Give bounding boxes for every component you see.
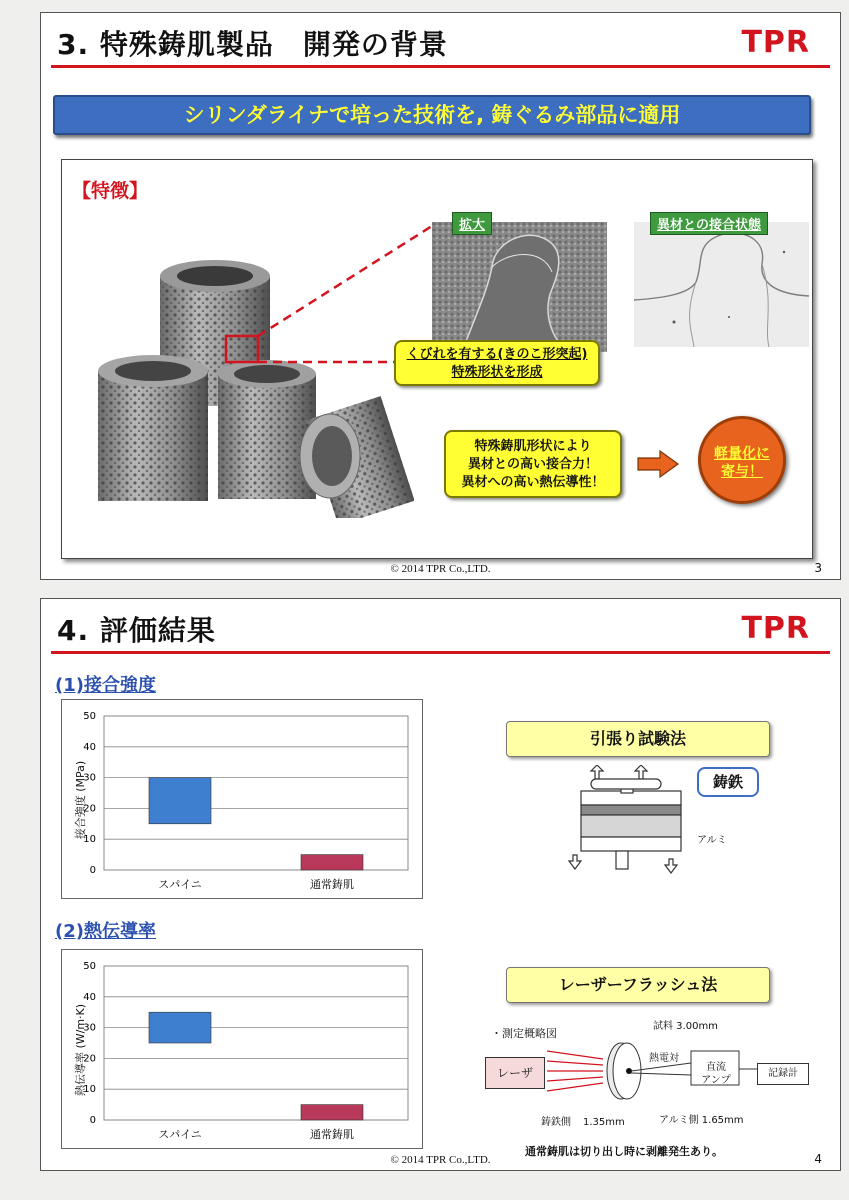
x-tick-label: 通常鋳肌 [310,878,354,891]
page-number: 4 [814,1152,822,1166]
thermal-conductivity-chart [61,949,423,1149]
arrow-right-icon [636,450,680,478]
thermal-conductivity-chart-svg [62,950,424,1150]
tpr-logo: TPR [741,611,810,646]
sample-label: 試料 3.00mm [653,1021,718,1032]
title-underline [51,65,830,68]
bar [301,1105,363,1120]
section-bond-strength: (1)接合強度 [55,675,156,696]
cast-side-label: 鋳鉄側 [541,1117,571,1128]
benefit-line-1: 特殊鋳肌形状により [474,439,592,454]
thermocouple-label: 熱電対 [649,1053,679,1064]
y-tick-label: 50 [83,961,96,972]
bond-photo [634,222,809,347]
y-tick-label: 0 [89,865,96,876]
slide-title: 3. 特殊鋳肌製品 開発の背景 [57,28,448,61]
y-tick-label: 0 [89,1115,96,1126]
copyright: © 2014 TPR Co.,LTD. [390,563,491,575]
y-tick-label: 10 [83,834,96,846]
section-thermal-conductivity: (2)熱伝導率 [55,921,156,942]
callout-line-2: 特殊形状を形成 [451,365,543,380]
slide-title: 4. 評価結果 [57,614,216,647]
laser-flash-title: レーザーフラッシュ法 [506,967,770,1003]
bond-strength-chart [61,699,423,899]
bar [301,855,363,870]
y-tick-label: 20 [83,803,96,815]
aluminum-label: アルミ [697,835,727,846]
laser-box: レーザ [485,1057,545,1089]
bond-state-badge: 異材との接合状態 [650,212,768,235]
recorder-box: 記録計 [757,1063,809,1085]
circle-line-1: 軽量化に [714,446,770,462]
tpr-logo: TPR [741,25,810,60]
weight-reduction-circle [698,416,786,504]
copyright: © 2014 TPR Co.,LTD. [390,1154,491,1166]
x-tick-label: 通常鋳肌 [310,1128,354,1141]
callout-line-1: くびれを有する(きのこ形突起) [406,347,588,362]
bond-strength-chart-svg [62,700,424,900]
x-tick-label: スパイニ [158,1128,202,1141]
headline-banner: シリンダライナで培った技術を, 鋳ぐるみ部品に適用 [53,95,811,135]
shape-callout [394,340,600,386]
zoom-photo [432,222,607,352]
y-tick-label: 10 [83,1084,96,1096]
dc-amp-box [693,1061,739,1087]
feature-panel [61,159,813,559]
y-tick-label: 40 [83,991,96,1003]
benefit-box [444,430,622,498]
y-axis-title: 接合強度 (MPa) [74,760,87,840]
page-number: 3 [814,561,822,575]
bar [149,778,211,824]
cast-side-thickness: 1.35mm [583,1117,625,1128]
cast-iron-label: 鋳鉄 [697,767,759,797]
y-axis-title: 熱伝導率 (W/m·K) [74,1003,87,1097]
diagram-label: ・測定概略図 [491,1027,557,1040]
al-side-label: アルミ側 1.65mm [659,1115,744,1126]
y-tick-label: 20 [83,1053,96,1065]
slide-4 [40,598,841,1171]
dc-amp-line-2: アンプ [701,1075,731,1086]
benefit-line-3: 異材への高い熱伝導性！ [461,475,605,490]
y-tick-label: 40 [83,741,96,753]
tensile-test-title: 引張り試験法 [506,721,770,757]
y-tick-label: 30 [83,1022,96,1034]
title-underline [51,651,830,654]
x-tick-label: スパイニ [158,878,202,891]
bar [149,1012,211,1043]
zoom-badge: 拡大 [452,212,492,235]
circle-line-2: 寄与！ [721,464,763,480]
slide-3 [40,12,841,580]
benefit-line-2: 異材との高い接合力！ [467,457,598,472]
feature-label: 【特徴】 [72,180,149,202]
y-tick-label: 50 [83,711,96,722]
dc-amp-line-1: 直流 [706,1062,726,1073]
peeling-note: 通常鋳肌は切り出し時に剥離発生あり。 [525,1145,723,1158]
y-tick-label: 30 [83,772,96,784]
